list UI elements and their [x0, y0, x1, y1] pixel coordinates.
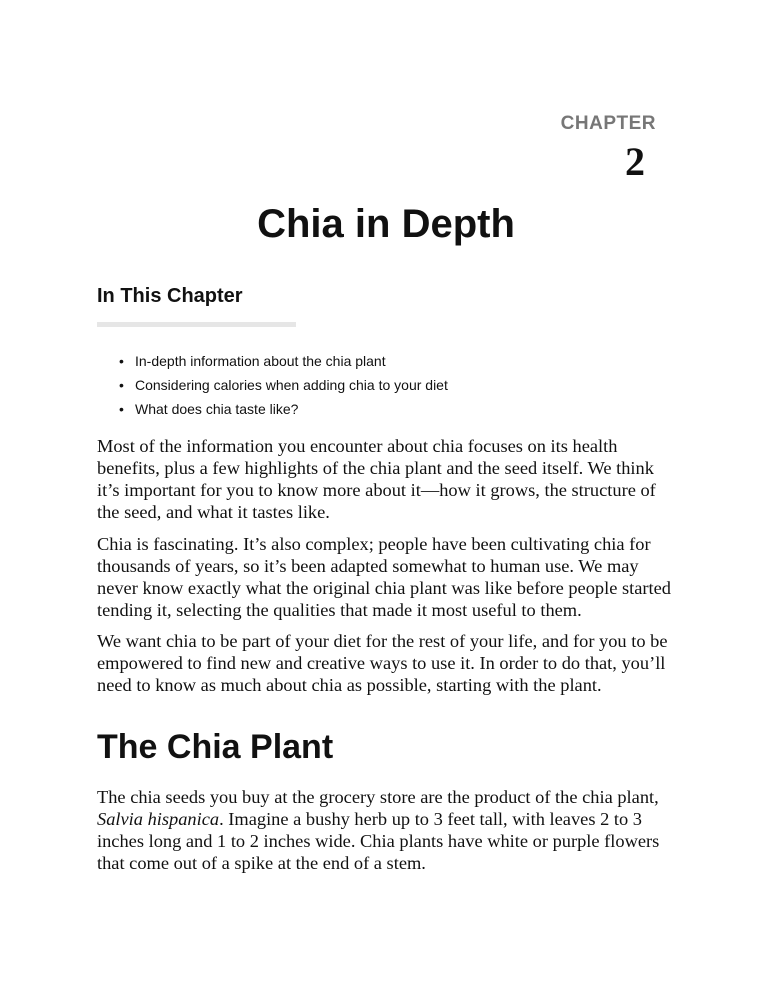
species-name: Salvia hispanica: [97, 809, 220, 829]
list-item: [97, 397, 448, 421]
heading-divider: [97, 322, 296, 327]
list-item: [97, 373, 448, 397]
chapter-number: 2: [625, 139, 645, 184]
in-this-chapter-list: [97, 349, 448, 421]
paragraph-chia-plant: [97, 786, 677, 874]
paragraph-text: The chia seeds you buy at the grocery store are the product of the chia plant,: [97, 787, 659, 807]
list-item-text: Considering calories when adding chia to your diet: [135, 377, 448, 393]
in-this-chapter-heading: In This Chapter: [97, 285, 243, 307]
section-heading: The Chia Plant: [97, 728, 334, 766]
chapter-title: Chia in Depth: [257, 202, 515, 246]
list-item-text: In-depth information about the chia plant: [135, 353, 386, 369]
bullet-icon: •: [119, 401, 124, 417]
paragraph-complexity: Chia is fascinating. It’s also complex; people have been cultivating chia for thousands of years, so it’s been adapted somewhat to human use. We may never know exactly what the original chia plant was like before people started tending it, selecting the qualities that made it most useful to them.: [97, 534, 671, 620]
paragraph-intro: Most of the information you encounter about chia focuses on its health benefits, plus a few highlights of the chia plant and the seed itself. We think it’s important for you to know more about it—how it grows, the structure of the seed, and what it tastes like.: [97, 436, 656, 522]
list-item-text: What does chia taste like?: [135, 401, 299, 417]
bullet-icon: •: [119, 353, 124, 369]
paragraph-text: . Imagine a bushy herb up to 3 feet tall, with leaves 2 to 3 inches long and 1 to 2 inches wide. Chia plants have white or purple flowers that come out of a spike at the end of a stem.: [97, 809, 660, 873]
bullet-icon: •: [119, 377, 124, 393]
chapter-label: CHAPTER: [560, 113, 656, 134]
list-item: [97, 349, 448, 373]
paragraph-diet: We want chia to be part of your diet for the rest of your life, and for you to be empowered to find new and creative ways to use it. In order to do that, you’ll need to know as much about chia as possible, starting with the plant.: [97, 631, 668, 695]
